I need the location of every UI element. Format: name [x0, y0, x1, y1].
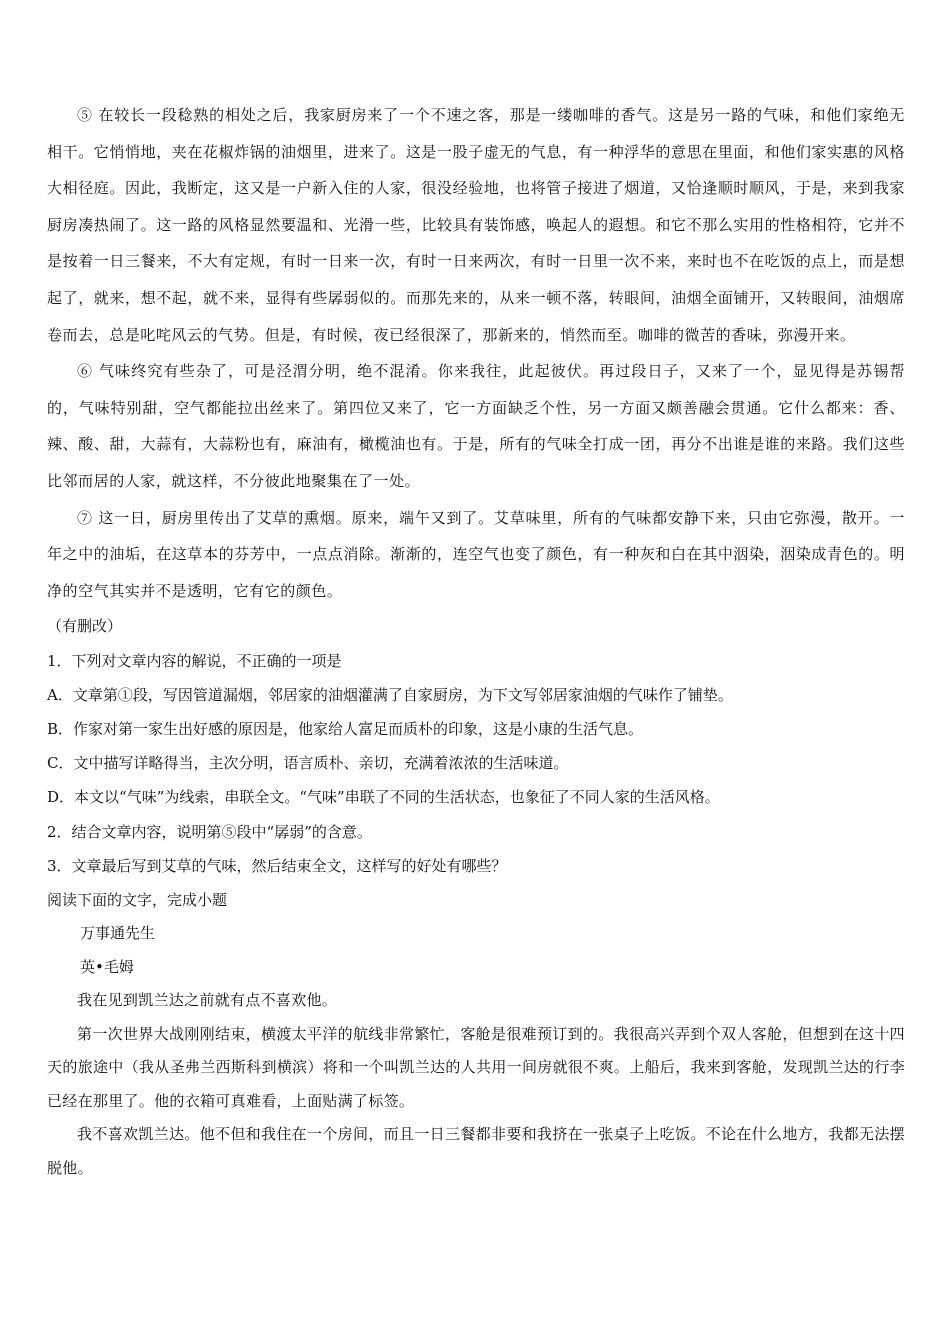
story-author: 英•毛姆: [80, 957, 134, 976]
option-a: A．文章第①段，写因管道漏烟，邻居家的油烟灌满了自家厨房，为下文写邻居家油烟的气味作了铺垫。: [47, 685, 733, 704]
reading-passage: [47, 883, 905, 1185]
essay-paragraph-5: ⑤ 在较长一段稔熟的相处之后，我家厨房来了一个不速之客，那是一缕咖啡的香气。这是另一路的气味，和他们家绝无相干。它悄悄地，夹在花椒炸锅的油烟里，进来了。这是一股子虚无的气息，有一种浮华的意思在里面，和他们家实惠的风格大相径庭。因此，我断定，这又是一户新入住的人家，很没经验地，也将管子接进了烟道，又恰逢顺时顺风，于是，来到我家厨房凑热闹了。这一路的风格显然要温和、光滑一些，比较具有装饰感，唤起人的遐想。和它不那么实用的性格相符，它并不是按着一日三餐来，不大有定规，有时一日来一次，有时一日来两次，有时一日里一次不来，来时也不在吃饭的点上，而是想起了，就来，想不起，就不来，显得有些孱弱似的。而那先来的，从来一顿不落，转眼间，油烟全面铺开，又转眼间，油烟席卷而去，总是叱咤风云的气势。但是，有时候，夜已经很深了，那新来的，悄然而至。咖啡的微苦的香味，弥漫开来。: [47, 106, 905, 344]
question-3: 3．文章最后写到艾草的气味，然后结束全文，这样写的好处有哪些？: [47, 856, 507, 875]
reading-instruction: 阅读下面的文字，完成小题: [47, 890, 228, 909]
option-c: C．文中描写详略得当，主次分明，语言质朴、亲切，充满着浓浓的生活味道。: [47, 754, 569, 773]
story-paragraph-1: 我在见到凯兰达之前就有点不喜欢他。: [77, 991, 338, 1010]
story-paragraph-3: 我不喜欢凯兰达。他不但和我住在一个房间，而且一日三餐都非要和我挤在一张桌子上吃饭。不论在什么地方，我都无法摆脱他。: [47, 1125, 905, 1177]
question-1: 1．下列对文章内容的解说，不正确的一项是: [47, 651, 342, 670]
document-page: [47, 97, 905, 1185]
question-2: 2．结合文章内容，说明第⑤段中“孱弱”的含意。: [47, 822, 372, 841]
story-title: 万事通先生: [80, 924, 156, 943]
essay-paragraph-6: ⑥ 气味终究有些杂了，可是泾渭分明，绝不混淆。你来我往，此起彼伏。再过段日子，又来了一个，显见得是苏锡帮的，气味特别甜，空气都能拉出丝来了。第四位又来了，它一方面缺乏个性，另一方面又颇善融会贯通。它什么都来：香、辣、酸、甜，大蒜有，大蒜粉也有，麻油有，橄榄油也有。于是，所有的气味全打成一团，再分不出谁是谁的来路。我们这些比邻而居的人家，就这样，不分彼此地聚集在了一处。: [47, 362, 905, 490]
option-b: B．作家对第一家生出好感的原因是，他家给人富足而质朴的印象，这是小康的生活气息。: [47, 719, 644, 738]
story-paragraph-2: 第一次世界大战刚刚结束，横渡太平洋的航线非常繁忙，客舱是很难预订到的。我很高兴弄到个双人客舱，但想到在这十四天的旅途中（我从圣弗兰西斯科到横滨）将和一个叫凯兰达的人共用一间房就很不爽。上船后，我来到客舱，发现凯兰达的行李已经在那里了。他的衣箱可真难看，上面贴满了标签。: [47, 1024, 905, 1110]
revision-note: （有删改）: [47, 617, 123, 636]
question-block: [47, 644, 905, 883]
essay-paragraph-7: ⑦ 这一日，厨房里传出了艾草的熏烟。原来，端午又到了。艾草味里，所有的气味都安静下来，只由它弥漫，散开。一年之中的油垢，在这草本的芬芳中，一点点消除。渐渐的，连空气也变了颜色，有一种灰和白在其中洇染，洇染成青色的。明净的空气其实并不是透明，它有它的颜色。: [47, 508, 905, 600]
option-d: D．本文以“气味”为线索，串联全文。“气味”串联了不同的生活状态，也象征了不同人家的生活风格。: [47, 788, 720, 807]
